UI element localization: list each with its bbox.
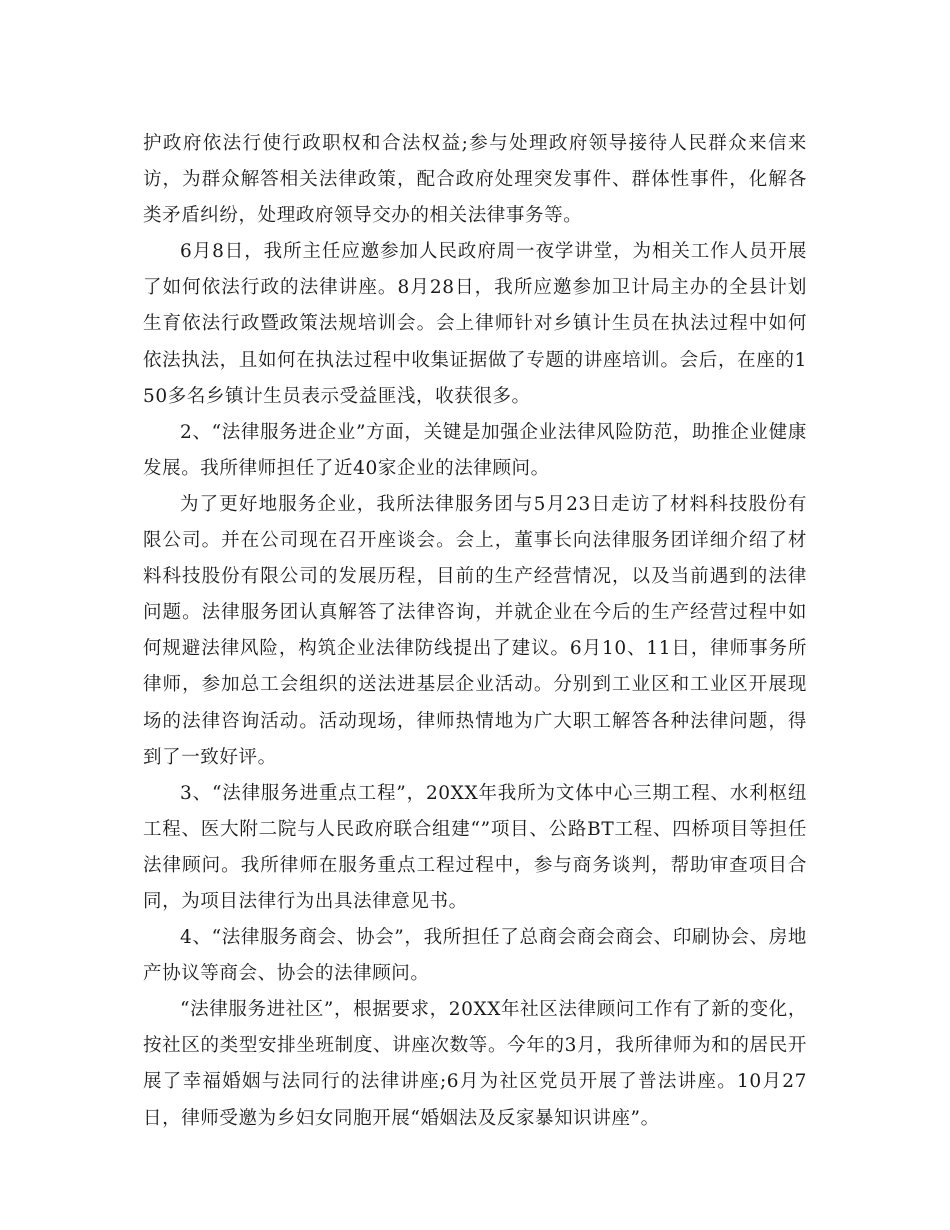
paragraph-law-lectures: 6月8日，我所主任应邀参加人民政府周一夜学讲堂，为相关工作人员开展了如何依法行政的法律讲座。8月28日，我所应邀参加卫计局主办的全县计划生育依法行政暨政策法规培训会。会上律师针对乡镇计生员在执法过程中如何依法执法，且如何在执法过程中收集证据做了专题的讲座培训。会后，在座的150多名乡镇计生员表示受益匪浅，收获很多。 [143, 241, 807, 407]
paragraph-continuation: 护政府依法行使行政职权和合法权益;参与处理政府领导接待人民群众来信来访，为群众解答相关法律政策，配合政府处理突发事件、群体性事件，化解各类矛盾纠纷，处理政府领导交办的相关法律事务等。 [143, 133, 807, 227]
paragraph-community-service: “法律服务进社区”，根据要求，20XX年社区法律顾问工作有了新的变化，按社区的类型安排坐班制度、讲座次数等。今年的3月，我所律师为和的居民开展了幸福婚姻与法同行的法律讲座;6月为社区党员开展了普法讲座。10月27日，律师受邀为乡妇女同胞开展“婚姻法及反家暴知识讲座”。 [143, 999, 807, 1129]
document-body [143, 126, 807, 1137]
paragraph-enterprise-visit: 为了更好地服务企业，我所法律服务团与5月23日走访了材料科技股份有限公司。并在公司现在召开座谈会。会上，董事长向法律服务团详细介绍了材料科技股份有限公司的发展历程，目前的生产经营情况，以及当前遇到的法律问题。法律服务团认真解答了法律咨询，并就企业在今后的生产经营过程中如何规避法律风险，构筑企业法律防线提出了建议。6月10、11日，律师事务所律师，参加总工会组织的送法进基层企业活动。分别到工业区和工业区开展现场的法律咨询活动。活动现场，律师热情地为广大职工解答各种法律问题，得到了一致好评。 [143, 493, 807, 768]
paragraph-chambers-associations: 4、“法律服务商会、协会”，我所担任了总商会商会商会、印刷协会、房地产协议等商会、协会的法律顾问。 [143, 927, 807, 985]
paragraph-legal-service-enterprise: 2、“法律服务进企业”方面，关键是加强企业法律风险防范，助推企业健康发展。我所律师担任了近40家企业的法律顾问。 [143, 421, 807, 479]
paragraph-key-projects: 3、“法律服务进重点工程”，20XX年我所为文体中心三期工程、水利枢纽工程、医大附二院与人民政府联合组建“”项目、公路BT工程、四桥项目等担任法律顾问。我所律师在服务重点工程过程中，参与商务谈判，帮助审查项目合同，为项目法律行为出具法律意见书。 [143, 782, 807, 912]
